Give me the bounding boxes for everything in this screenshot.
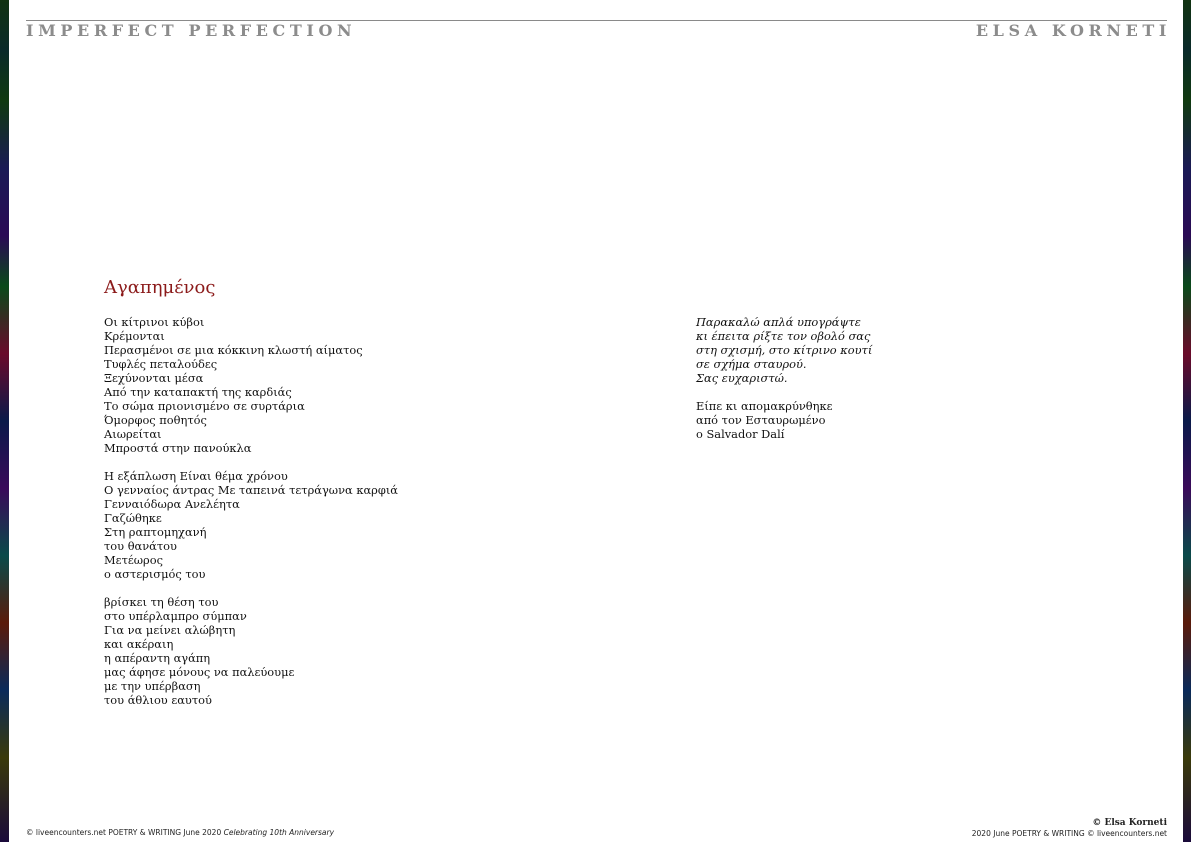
poem-line: Κρέμονται xyxy=(104,329,165,343)
footer-issue-info: 2020 June POETRY & WRITING © liveencounters.net xyxy=(971,829,1167,838)
stanza-1 xyxy=(104,315,398,455)
poem-line: στο υπέρλαμπρο σύμπαν xyxy=(104,609,247,623)
poem-line: Σας ευχαριστώ. xyxy=(696,371,788,385)
poem-line: Από την καταπακτή της καρδιάς xyxy=(104,385,292,399)
poem-line: ο Salvador Dalí xyxy=(696,427,785,441)
poem-line: η απέραντη αγάπη xyxy=(104,651,211,665)
poem-line: του άθλιου εαυτού xyxy=(104,693,212,707)
poem-line: Παρακαλώ απλά υπογράψτε xyxy=(696,315,861,329)
stanza-gap xyxy=(104,581,398,595)
poem-line: βρίσκει τη θέση του xyxy=(104,595,219,609)
poem-line: Ξεχύνονται μέσα xyxy=(104,371,204,385)
poem-line: Η εξάπλωση Είναι θέμα χρόνου xyxy=(104,469,288,483)
stanza-2 xyxy=(104,469,398,581)
poem-line: Γαζώθηκε xyxy=(104,511,162,525)
magazine-page xyxy=(9,0,1183,842)
poem-line: Όμορφος ποθητός xyxy=(104,413,207,427)
poem-line: Τυφλές πεταλούδες xyxy=(104,357,218,371)
footer-publication-line xyxy=(26,828,334,838)
poem-line: Οι κίτρινοι κύβοι xyxy=(104,315,205,329)
poem-line: κι έπειτα ρίξτε τον οβολό σας xyxy=(696,329,871,343)
footer-author-copyright: © Elsa Korneti xyxy=(1092,818,1167,828)
poem-line: Μετέωρος xyxy=(104,553,163,567)
stanza-4-italic xyxy=(696,315,872,385)
poem-line: Μπροστά στην πανούκλα xyxy=(104,441,252,455)
poem-title: Αγαπημένος xyxy=(104,277,216,298)
stanza-gap xyxy=(104,455,398,469)
poem-line: με την υπέρβαση xyxy=(104,679,201,693)
poem-line: Γενναιόδωρα Ανελέητα xyxy=(104,497,240,511)
poem-line: σε σχήμα σταυρού. xyxy=(696,357,807,371)
stanza-3 xyxy=(104,595,398,707)
poem-line: στη σχισμή, στο κίτρινο κουτί xyxy=(696,343,873,357)
poem-line: και ακέραιη xyxy=(104,637,174,651)
poem-column-left xyxy=(104,315,398,707)
stanza-5 xyxy=(696,399,872,441)
header-author-name: ELSA KORNETI xyxy=(975,21,1171,40)
poem-line: Είπε κι απομακρύνθηκε xyxy=(696,399,833,413)
stanza-gap xyxy=(696,385,872,399)
poem-line: ο αστερισμός του xyxy=(104,567,206,581)
poem-line: Περασμένοι σε μια κόκκινη κλωστή αίματος xyxy=(104,343,363,357)
poem-line: Το σώμα πριονισμένο σε συρτάρια xyxy=(104,399,305,413)
footer-credit xyxy=(972,817,1167,839)
poem-line: του θανάτου xyxy=(104,539,177,553)
poem-line: από τον Εσταυρωμένο xyxy=(696,413,826,427)
footer-anniversary-text: Celebrating 10th Anniversary xyxy=(223,828,335,837)
poem-line: μας άφησε μόνους να παλεύουμε xyxy=(104,665,295,679)
poem-line: Αιωρείται xyxy=(104,427,162,441)
poem-line: Ο γενναίος άντρας Με ταπεινά τετράγωνα καρφιά xyxy=(104,483,398,497)
header-series-title: IMPERFECT PERFECTION xyxy=(26,21,357,40)
poem-column-right xyxy=(696,315,872,441)
poem-line: Στη ραπτομηχανή xyxy=(104,525,207,539)
poem-line: Για να μείνει αλώβητη xyxy=(104,623,236,637)
footer-publication-text: © liveencounters.net POETRY & WRITING June 2020 xyxy=(26,828,224,837)
